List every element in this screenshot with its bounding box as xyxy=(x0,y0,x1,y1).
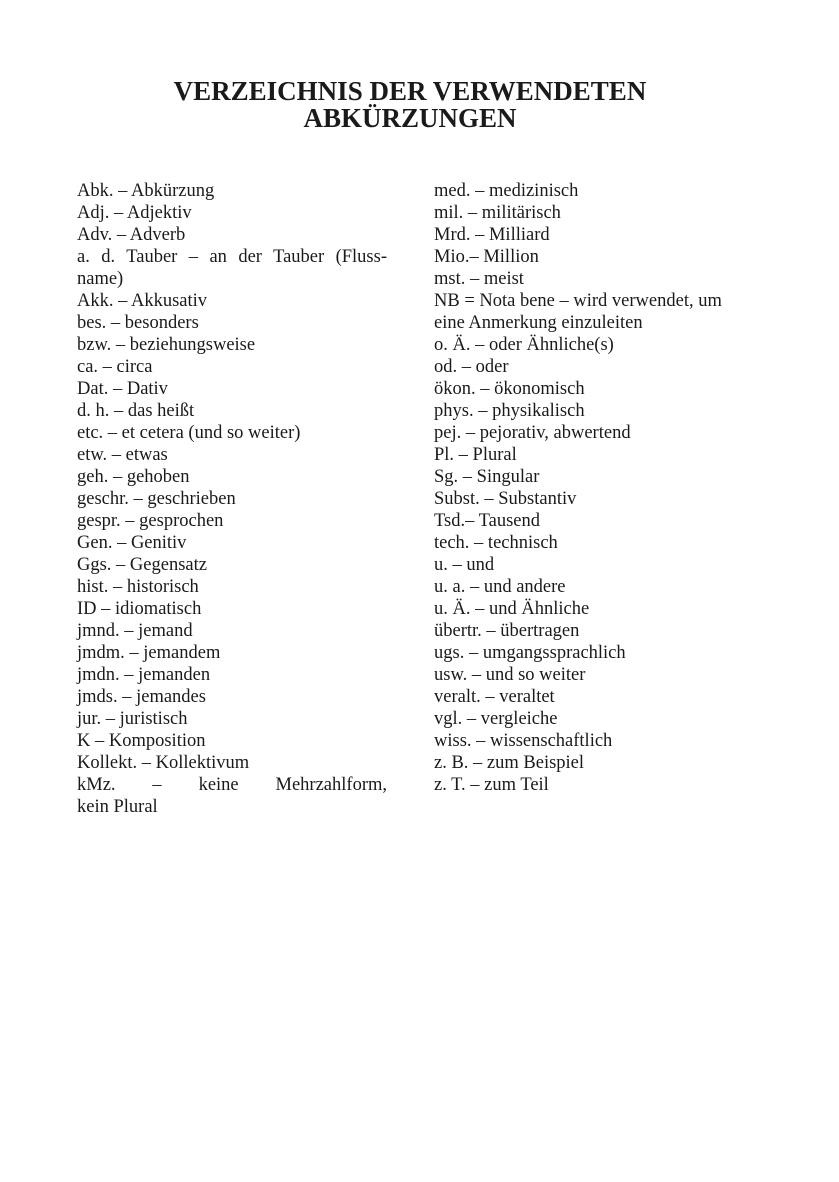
abbreviation-entry: ID – idiomatisch xyxy=(77,599,202,619)
abbreviation-entry: wiss. – wissenschaftlich xyxy=(434,731,613,751)
abbreviation-entry: mil. – militärisch xyxy=(434,203,561,223)
abbreviation-list-right xyxy=(434,180,754,796)
abbreviation-entry: a. d. Tauber – an der Tauber (Fluss- xyxy=(77,247,387,267)
abbreviation-entry: Dat. – Dativ xyxy=(77,379,168,399)
abbreviation-entry: veralt. – veraltet xyxy=(434,687,555,707)
abbreviation-entry: z. B. – zum Beispiel xyxy=(434,753,585,773)
abbreviation-entry: u. – und xyxy=(434,555,495,575)
abbreviation-entry: phys. – physikalisch xyxy=(434,401,585,421)
abbreviation-entry: Ggs. – Gegensatz xyxy=(77,555,207,575)
abbreviation-entry: jmnd. – jemand xyxy=(77,621,193,641)
page-title-line-1: VERZEICHNIS DER VERWENDETEN xyxy=(173,76,647,106)
abbreviation-entry: geschr. – geschrieben xyxy=(77,489,236,509)
abbreviation-entry: Mio.– Million xyxy=(434,247,539,267)
abbreviation-entry-continuation: name) xyxy=(77,269,124,289)
abbreviation-entry: Mrd. – Milliard xyxy=(434,225,550,245)
abbreviation-entry: Adv. – Adverb xyxy=(77,225,186,245)
abbreviation-entry: gespr. – gesprochen xyxy=(77,511,224,531)
abbreviation-entry: vgl. – vergleiche xyxy=(434,709,558,729)
abbreviation-entry: bzw. – beziehungsweise xyxy=(77,335,256,355)
abbreviation-entry: jmdm. – jemandem xyxy=(77,643,221,663)
abbreviation-list-left xyxy=(77,180,387,818)
abbreviation-entry: Akk. – Akkusativ xyxy=(77,291,208,311)
abbreviation-entry-continuation: kein Plural xyxy=(77,797,158,817)
abbreviation-entry: ca. – circa xyxy=(77,357,153,377)
abbreviation-entry: geh. – gehoben xyxy=(77,467,190,487)
abbreviation-entry: ugs. – umgangssprachlich xyxy=(434,643,626,663)
abbreviation-entry: etc. – et cetera (und so weiter) xyxy=(77,423,301,443)
page-title-line-2: ABKÜRZUNGEN xyxy=(303,103,517,133)
abbreviation-entry: bes. – besonders xyxy=(77,313,199,333)
abbreviation-entry: z. T. – zum Teil xyxy=(434,775,549,795)
abbreviation-entry: Gen. – Genitiv xyxy=(77,533,187,553)
abbreviation-entry: jmdn. – jemanden xyxy=(77,665,211,685)
page-title xyxy=(0,78,820,132)
abbreviation-entry: u. a. – und andere xyxy=(434,577,566,597)
abbreviation-entry: kMz. – keine Mehrzahlform, xyxy=(77,775,387,795)
abbreviation-entry: jur. – juristisch xyxy=(77,709,188,729)
abbreviation-entry: Subst. – Substantiv xyxy=(434,489,577,509)
abbreviation-entry: Adj. – Adjektiv xyxy=(77,203,192,223)
abbreviation-entry: mst. – meist xyxy=(434,269,524,289)
abbreviation-entry: Tsd.– Tausend xyxy=(434,511,541,531)
abbreviation-entry-continuation: eine Anmerkung einzuleiten xyxy=(434,313,643,333)
abbreviation-entry: od. – oder xyxy=(434,357,509,377)
abbreviation-entry: Pl. – Plural xyxy=(434,445,517,465)
abbreviation-entry: etw. – etwas xyxy=(77,445,168,465)
abbreviation-entry: ökon. – ökonomisch xyxy=(434,379,585,399)
abbreviation-entry: übertr. – übertragen xyxy=(434,621,580,641)
abbreviation-entry: Kollekt. – Kollektivum xyxy=(77,753,250,773)
abbreviation-entry: o. Ä. – oder Ähnliche(s) xyxy=(434,335,614,355)
abbreviation-entry: NB = Nota bene – wird verwendet, um xyxy=(434,291,722,311)
abbreviation-entry: d. h. – das heißt xyxy=(77,401,195,421)
abbreviation-entry: pej. – pejorativ, abwertend xyxy=(434,423,631,443)
abbreviation-entry: K – Komposition xyxy=(77,731,206,751)
abbreviation-entry: usw. – und so weiter xyxy=(434,665,586,685)
abbreviation-entry: tech. – technisch xyxy=(434,533,558,553)
abbreviation-entry: hist. – historisch xyxy=(77,577,199,597)
abbreviation-entry: u. Ä. – und Ähnliche xyxy=(434,599,590,619)
abbreviation-entry: med. – medizinisch xyxy=(434,181,579,201)
abbreviation-entry: Sg. – Singular xyxy=(434,467,540,487)
abbreviation-entry: Abk. – Abkürzung xyxy=(77,181,215,201)
abbreviation-entry: jmds. – jemandes xyxy=(77,687,206,707)
